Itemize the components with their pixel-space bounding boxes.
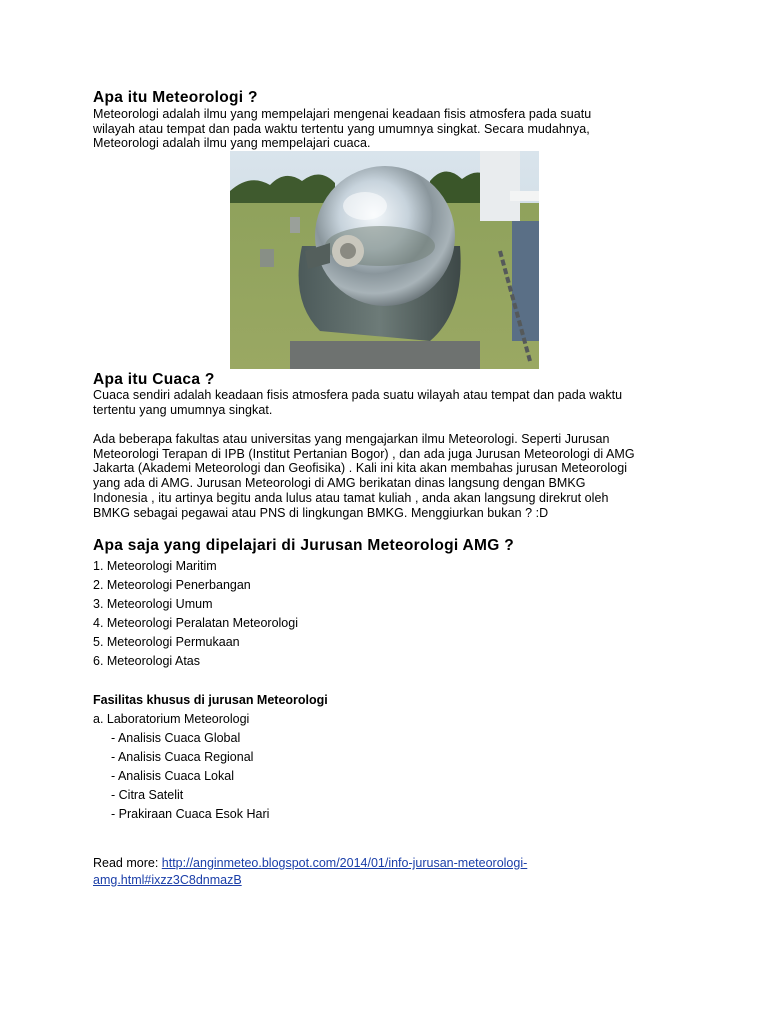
list-item: 1. Meteorologi Maritim xyxy=(93,559,217,573)
list-item: 6. Meteorologi Atas xyxy=(93,654,201,668)
list-item: 5. Meteorologi Permukaan xyxy=(93,635,240,649)
text-line: Cuaca sendiri adalah keadaan fisis atmosfera pada suatu wilayah atau tempat dan pada waktu xyxy=(93,388,623,402)
list-item: - Citra Satelit xyxy=(111,788,184,802)
list-mata-kuliah xyxy=(93,557,298,671)
heading-meteorologi: Apa itu Meteorologi ? xyxy=(93,89,258,106)
text-line: Meteorologi Terapan di IPB (Institut Pertanian Bogor) , dan ada juga Jurusan Meteorologi di AMG xyxy=(93,446,635,461)
list-fasilitas xyxy=(93,710,269,824)
list-item: 3. Meteorologi Umum xyxy=(93,597,213,611)
text-line: BMKG sebagai pegawai atau PNS di lingkungan BMKG. Menggiurkan bukan ? :D xyxy=(93,505,549,520)
text-line: Ada beberapa fakultas atau universitas yang mengajarkan ilmu Meteorologi. Seperti Jurusan xyxy=(93,432,610,446)
text-line: Indonesia , itu artinya begitu anda lulus atau tamat kuliah , anda akan langsung direkrut oleh xyxy=(93,490,609,505)
list-item-laboratorium: a. Laboratorium Meteorologi xyxy=(93,712,250,726)
list-item: 2. Meteorologi Penerbangan xyxy=(93,578,251,592)
read-more-link-continued[interactable]: amg.html#ixzz3C8dnmazB xyxy=(93,873,242,887)
heading-fasilitas: Fasilitas khusus di jurusan Meteorologi xyxy=(93,693,328,707)
read-more xyxy=(93,855,527,889)
list-item: - Analisis Cuaca Lokal xyxy=(111,769,234,783)
list-item: - Prakiraan Cuaca Esok Hari xyxy=(111,807,270,821)
list-item: 4. Meteorologi Peralatan Meteorologi xyxy=(93,616,298,630)
paragraph-meteorologi xyxy=(93,107,693,151)
read-more-label: Read more: xyxy=(93,856,162,870)
text-line: wilayah atau tempat dan pada waktu tertentu yang umumnya singkat. Secara mudahnya, xyxy=(93,121,590,136)
text-line: Meteorologi adalah ilmu yang mempelajari cuaca. xyxy=(93,136,371,151)
list-item: - Analisis Cuaca Global xyxy=(111,731,241,745)
paragraph-fakultas xyxy=(93,432,693,520)
list-item: - Analisis Cuaca Regional xyxy=(111,750,254,764)
text-line: Jakarta (Akademi Meteorologi dan Geofisika) . Kali ini kita akan membahas jurusan Meteorologi xyxy=(93,461,628,476)
heading-dipelajari: Apa saja yang dipelajari di Jurusan Meteorologi AMG ? xyxy=(93,537,514,554)
paragraph-cuaca xyxy=(93,388,693,417)
text-line: Meteorologi adalah ilmu yang mempelajari mengenai keadaan fisis atmosfera pada suatu xyxy=(93,107,592,121)
text-line: tertentu yang umumnya singkat. xyxy=(93,402,273,417)
sunshine-recorder-photo xyxy=(230,151,539,369)
read-more-link[interactable]: http://anginmeteo.blogspot.com/2014/01/info-jurusan-meteorologi- xyxy=(161,856,528,870)
heading-cuaca: Apa itu Cuaca ? xyxy=(93,371,215,388)
text-line: yang ada di AMG. Jurusan Meteorologi di AMG berikatan dinas langsung dengan BMKG xyxy=(93,476,586,491)
